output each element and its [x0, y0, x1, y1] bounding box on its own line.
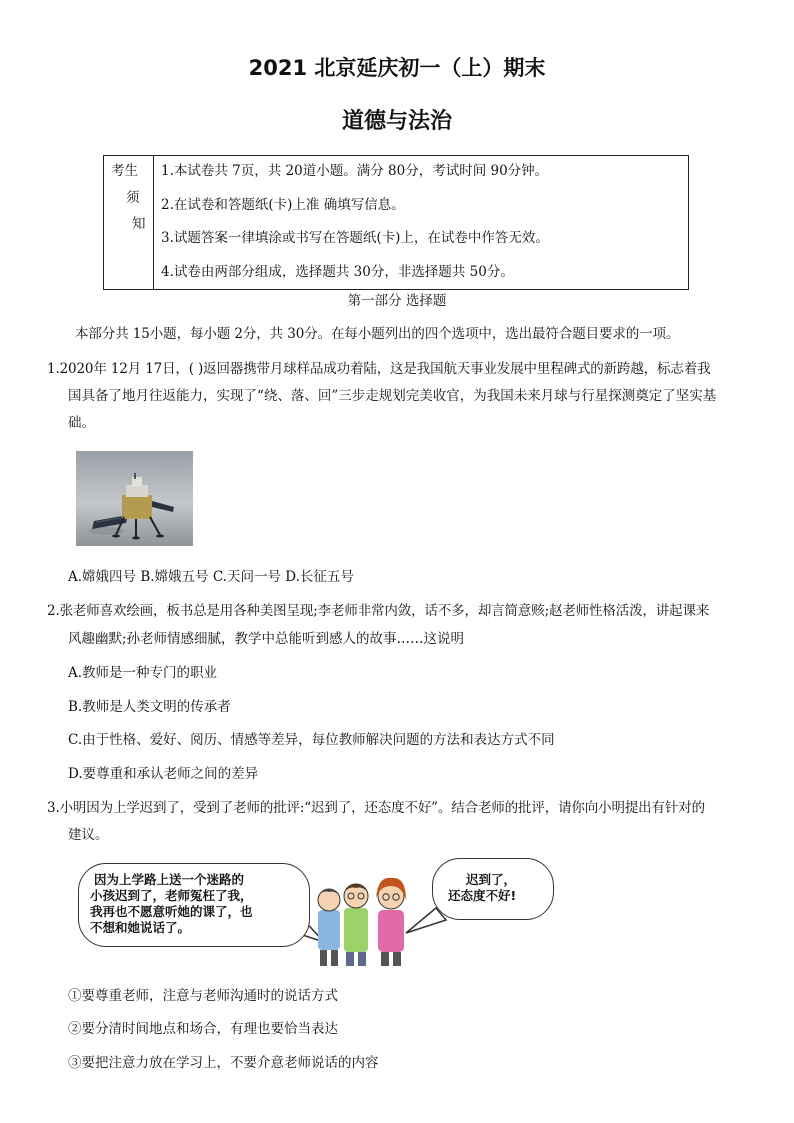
- section-intro: 本部分共 15小题，每小题 2分，共 30分。在每小题列出的四个选项中，选出最符合题目要求的一项。: [75, 326, 680, 342]
- notice-label-3: 知: [132, 216, 146, 232]
- q1-line: 础。: [68, 415, 95, 431]
- section-title: 第一部分 选择题: [347, 293, 447, 309]
- q2-option-b: B.教师是人类文明的传承者: [68, 699, 231, 715]
- q2-option-d: D.要尊重和承认老师之间的差异: [68, 766, 259, 782]
- cartoon-illustration: [76, 858, 556, 968]
- teacher-speech-line: 迟到了，: [466, 872, 517, 887]
- student-speech-line: 我再也不愿意听她的课了，也: [90, 904, 253, 919]
- q3-statement-1: ①要尊重老师，注意与老师沟通时的说话方式: [68, 988, 338, 1004]
- teacher-speech-line: 还态度不好!: [448, 888, 517, 903]
- student-figure-2: [344, 884, 368, 966]
- q3-line: 建议。: [68, 827, 109, 843]
- q1-line: 国具备了地月往返能力，实现了“绕、落、回”三步走规划完美收官，为我国未来月球与行星探测奠定了坚实基: [68, 388, 717, 404]
- notice-item: 2.在试卷和答题纸(卡)上准 确填写信息。: [161, 197, 405, 213]
- student-figure: [318, 889, 340, 966]
- q1-line: 1.2020年 12月 17日，( )返回器携带月球样品成功着陆，这是我国航天事业发展中里程碑式的新跨越，标志着我: [47, 361, 711, 377]
- notice-label-2: 须: [126, 190, 140, 206]
- q2-line: 2.张老师喜欢绘画，板书总是用各种美图呈现;李老师非常内敛，话不多，却言简意赅;赵老师性格活泼，讲起课来: [47, 603, 710, 619]
- notice-item: 1.本试卷共 7页，共 20道小题。满分 80分，考试时间 90分钟。: [161, 163, 549, 179]
- q3-statement-2: ②要分清时间地点和场合，有理也要恰当表达: [68, 1021, 338, 1037]
- q2-line: 风趣幽默;孙老师情感细腻，教学中总能听到感人的故事……这说明: [68, 631, 465, 647]
- q2-option-a: A.教师是一种专门的职业: [68, 665, 218, 681]
- q2-option-c: C.由于性格、爱好、阅历、情感等差异，每位教师解决问题的方法和表达方式不同: [68, 732, 555, 748]
- q1-options: A.嫦娥四号 B.嫦娥五号 C.天问一号 D.长征五号: [68, 569, 354, 585]
- student-speech-line: 不想和她说话了。: [90, 920, 191, 935]
- exam-notice-box: [103, 155, 689, 290]
- notice-label-1: 考生: [111, 163, 138, 179]
- subject-title: 道德与法治: [341, 109, 452, 134]
- q3-line: 3.小明因为上学迟到了，受到了老师的批评:“迟到了，还态度不好”。结合老师的批评，请你向小明提出有针对的: [47, 800, 705, 816]
- notice-item: 3.试题答案一律填涂或书写在答题纸(卡)上，在试卷中作答无效。: [161, 230, 549, 246]
- exam-title: 2021 北京延庆初一（上）期末: [248, 56, 546, 80]
- student-speech-line: 小孩迟到了，老师冤枉了我，: [90, 888, 253, 903]
- notice-item: 4.试卷由两部分组成，选择题共 30分，非选择题共 50分。: [161, 264, 514, 280]
- notice-label-cell: [104, 156, 154, 289]
- lunar-lander-photo: [76, 451, 193, 546]
- teacher-figure: [376, 878, 406, 966]
- q3-statement-3: ③要把注意力放在学习上，不要介意老师说话的内容: [68, 1055, 379, 1071]
- student-speech-line: 因为上学路上送一个迷路的: [94, 872, 245, 887]
